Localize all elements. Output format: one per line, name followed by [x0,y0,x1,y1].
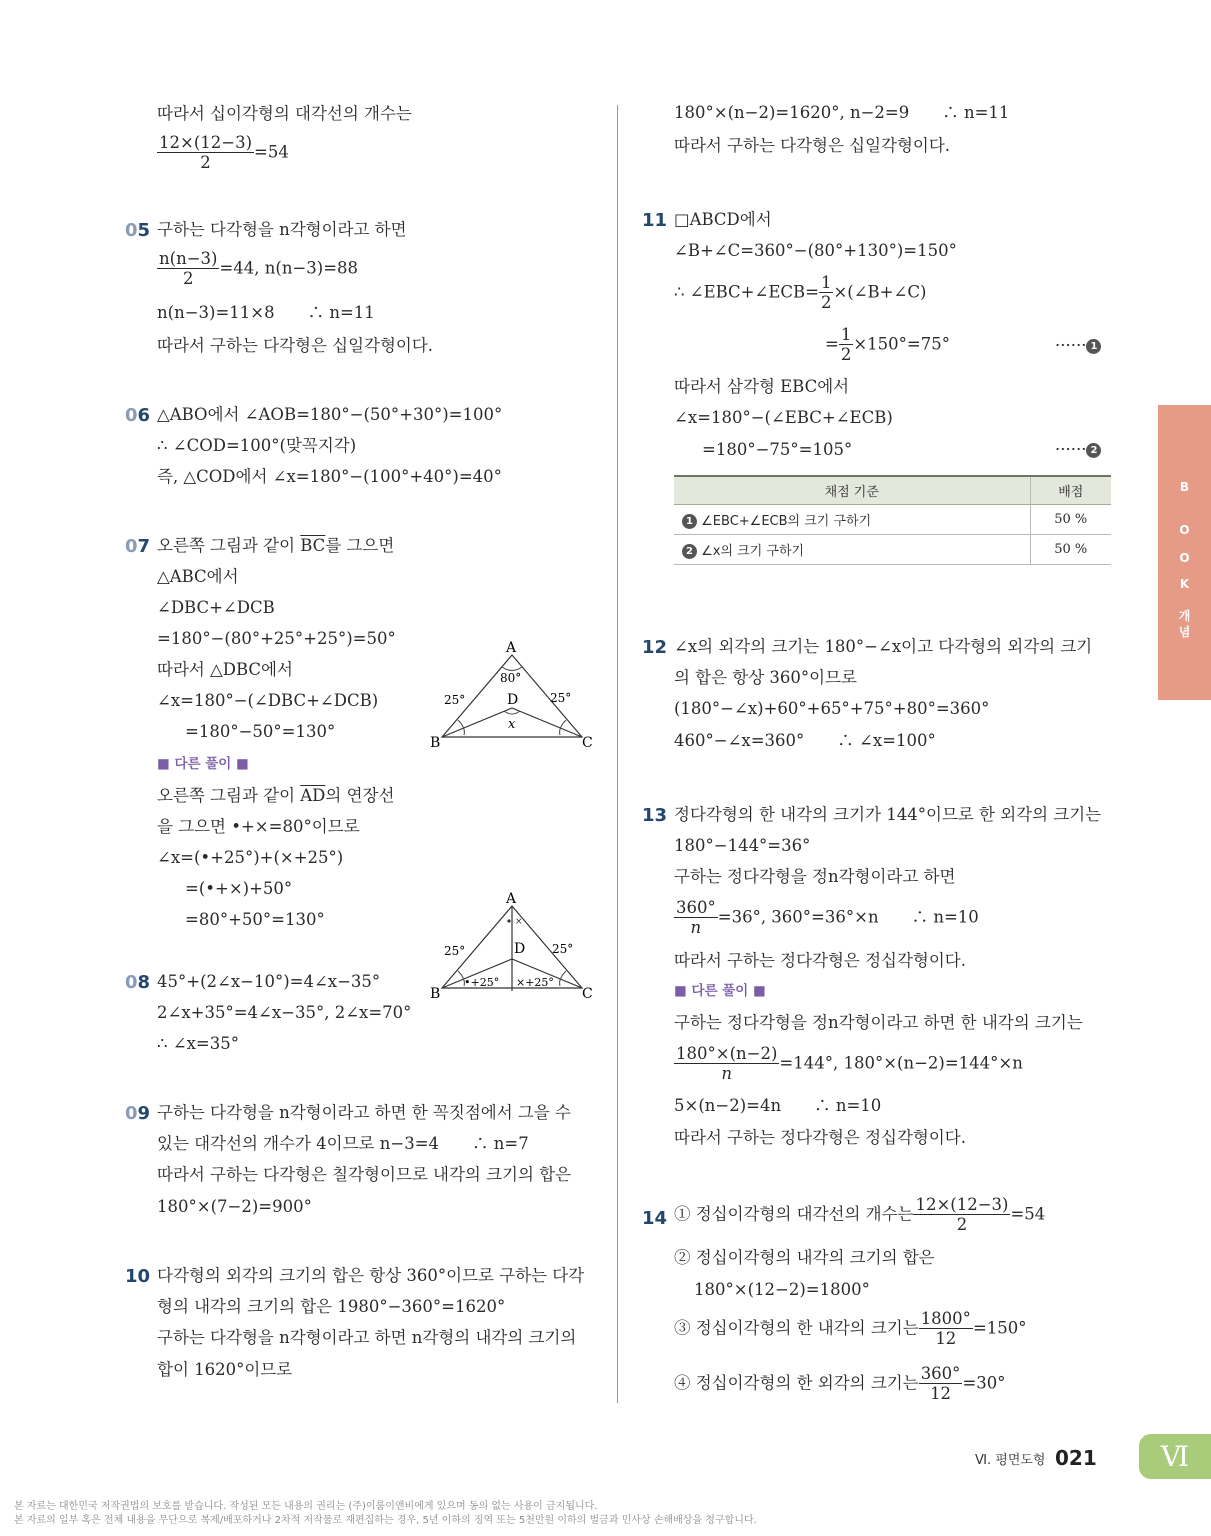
fraction-denominator: 2 [200,153,211,173]
text-line: 따라서 △DBC에서 [157,660,293,679]
angle-alt-right-label: ×+25° [516,976,554,989]
text-line: 있는 대각선의 개수가 4이므로 n−3=4 ∴ n=7 [157,1134,529,1153]
text-line: =(•+×)+50° [185,879,293,898]
problem-number: 07 [125,536,151,557]
text-line: 180°×(n−2)=1620°, n−2=9 ∴ n=11 [674,103,1010,122]
text-line: 구하는 정다각형을 정n각형이라고 하면 [674,867,956,886]
text-line: ∠x=(•+25°)+(×+25°) [157,848,344,867]
points-header: 배점 [1030,476,1111,504]
side-tab-letter: O [1179,551,1190,565]
text-line: 2∠x+35°=4∠x−35°, 2∠x=70° [157,1003,412,1022]
angle-c-label: 25° [552,942,574,956]
text-line: 구하는 정다각형을 정n각형이라고 하면 한 내각의 크기는 [674,1013,1083,1032]
text-line: 따라서 구하는 다각형은 칠각형이므로 내각의 크기의 합은 [157,1165,572,1184]
text-line: 180°×(7−2)=900° [157,1197,312,1216]
table-row: 1 ∠EBC+∠ECB의 크기 구하기 50 % [674,504,1111,534]
fraction-line [157,250,358,288]
text-line: 즉, △COD에서 ∠x=180°−(100°+40°)=40° [157,467,502,486]
triangle-figure-alt [430,891,595,1001]
text-line: ∠x=180°−(∠EBC+∠ECB) [674,408,893,427]
fraction-line: ④ 정십이각형의 한 외각의 크기는 $\frac{360^\circ}{12}$ =30° [674,1364,1006,1404]
text-line: 45°+(2∠x−10°)=4∠x−35° [157,972,381,991]
text-line: ∠x=180°−(∠DBC+∠DCB) [157,691,379,710]
text-line: 5×(n−2)=4n ∴ n=10 [674,1096,882,1115]
text-line: 180°−144°=36° [674,836,811,855]
problem-number: 10 [125,1266,151,1287]
vertex-c-label: C [582,986,593,1001]
chapter-tab: Ⅵ [1139,1434,1211,1479]
text-line: 의 합은 항상 360°이므로 [674,668,857,687]
text-line: ∠B+∠C=360°−(80°+130°)=150° [674,241,957,260]
criteria-header: 채점 기준 [674,476,1030,504]
problem-number: 14 [642,1208,668,1229]
page-number: 021 [1055,1446,1097,1470]
angle-alt-left-label: •+25° [464,976,500,989]
fraction-line: ① 정십이각형의 대각선의 개수는 $\frac{12\times(12-3)}{2}$ =54 [674,1195,1046,1235]
angle-a-label: 80° [500,671,522,685]
copyright-line-1: 본 자료는 대한민국 저작권법의 보호를 받습니다. 작성된 모든 내용의 권리는 (주)이룸이앤비에게 있으며 동의 없는 사용이 금지됩니다. [14,1501,598,1512]
side-tab-letter: B [1179,480,1190,494]
table-row: 2 ∠x의 크기 구하기 50 % [674,534,1111,564]
fraction-line: $\frac{180^\circ\times(n-2)}{n}$ =144°, 180°×(n−2)=144°×n [676,1044,1023,1084]
segment-bc: $\overline{BC}$ [300,536,326,555]
fraction: $\frac{180^\circ\times(n-2)}{n}$ [676,1044,778,1084]
fraction: $\frac{1}{2}$ [840,325,852,365]
text-line: =180°−(80°+25°+25°)=50° [157,629,396,648]
text-line: 따라서 구하는 다각형은 십일각형이다. [674,136,951,155]
angle-b-label: 25° [444,693,466,707]
marker-2: ······ 2 [1055,442,1101,459]
side-tab-letter: 념 [1178,625,1191,639]
chapter-label: Ⅵ. 평면도형 [975,1453,1046,1468]
fraction-line [157,134,289,172]
text-line: ② 정십이각형의 내각의 크기의 합은 [674,1248,935,1267]
problem-number: 09 [125,1103,151,1124]
text-line: 정다각형의 한 내각의 크기가 144°이므로 한 외각의 크기는 [674,805,1102,824]
text-line: 을 그으면 •+×=80°이므로 [157,817,360,836]
fraction: $\frac{360^\circ}{12}$ [920,1364,961,1404]
fraction: $\frac{1800^\circ}{12}$ [920,1309,971,1349]
text-line: 구하는 다각형을 n각형이라고 하면 n각형의 내각의 크기의 [157,1328,577,1347]
text-line: △ABO에서 ∠AOB=180°−(50°+30°)=100° [157,405,503,424]
vertex-b-label: B [430,986,441,1001]
problem-number: 05 [125,220,151,241]
fraction: $\frac{360^\circ}{n}$ [676,898,716,938]
vertex-a-label: A [506,640,517,656]
vertex-d-label: D [514,941,526,957]
text-line: ∠DBC+∠DCB [157,598,275,617]
fraction-numerator: 12×(12−3) [159,133,253,152]
text-line: 오른쪽 그림과 같이 $\overline{BC}$를 그으면 [157,536,395,555]
alt-solution-label: ■ 다른 풀이 ■ [157,756,249,772]
fraction-line: ③ 정십이각형의 한 내각의 크기는 $\frac{1800^\circ}{12}$ =150° [674,1309,1027,1349]
segment-ad: $\overline{AD}$ [300,786,326,805]
fraction-line: ∴ ∠EBC+∠ECB= $\frac{1}{2}$ ×(∠B+∠C) [674,273,927,313]
alt-solution-label: ■ 다른 풀이 ■ [674,983,766,999]
vertex-c-label: C [582,735,593,750]
marker-1: ······ 1 [1055,338,1101,355]
text-line: 따라서 구하는 정다각형은 정십각형이다. [674,1128,966,1147]
text-line: ∴ ∠x=35° [157,1034,239,1053]
fraction-tail: =54 [254,142,289,162]
fraction: $\frac{12\times(12-3)}{2}$ [915,1195,1009,1235]
fraction [157,250,219,288]
text-line: △ABC에서 [157,567,239,586]
column-divider [617,105,618,1403]
side-tab-letter: K [1179,577,1190,591]
problem-number: 11 [642,210,668,231]
angle-b-label: 25° [444,944,466,958]
text-line: 합이 1620°이므로 [157,1360,293,1379]
text-line: 180°×(12−2)=1800° [694,1280,870,1299]
text-line: ∴ ∠COD=100°(맞꼭지각) [157,436,357,455]
concept-book-side-tab [1158,405,1211,700]
vertex-b-label: B [430,735,441,750]
fraction-line: $\frac{360^\circ}{n}$ =36°, 360°=36°×n ∴ n=10 [676,898,979,938]
copyright-line-2: 본 자료의 일부 혹은 전체 내용을 무단으로 복제/배포하거나 2차적 저작물로 재편집하는 경우, 5년 이하의 징역 또는 5천만원 이하의 벌금과 민사상 손해배상을 청구합니다. [14,1515,757,1526]
text-line: 형의 내각의 크기의 합은 1980°−360°=1620° [157,1297,506,1316]
vertex-d-label: D [507,692,519,708]
text-line: =80°+50°=130° [185,910,325,929]
side-tab-letter: O [1179,523,1190,537]
vertex-a-label: A [506,891,517,907]
text-line: =180°−75°=105° [702,440,853,459]
text-line: 460°−∠x=360° ∴ ∠x=100° [674,731,936,750]
svg-text:×: × [515,917,523,927]
fraction-tail: =44, n(n−3)=88 [219,258,359,278]
text-line: □ABCD에서 [674,210,772,229]
text-line: 따라서 구하는 다각형은 십일각형이다. [157,336,434,355]
text-line: =180°−50°=130° [185,722,336,741]
text-line: 따라서 삼각형 EBC에서 [674,377,850,396]
fraction-numerator: n(n−3) [159,249,218,268]
text-line: 따라서 구하는 정다각형은 정십각형이다. [674,951,966,970]
side-tab-letter: 개 [1178,609,1191,623]
triangle-figure [430,640,595,750]
text-line: 구하는 다각형을 n각형이라고 하면 [157,220,407,239]
angle-c-label: 25° [550,691,572,705]
fraction: $\frac{1}{2}$ [820,273,832,313]
text-line: n(n−3)=11×8 ∴ n=11 [157,303,375,322]
problem-number: 12 [642,637,668,658]
fraction-line: = $\frac{1}{2}$ ×150°=75° [825,325,950,365]
fraction-denominator: 2 [182,269,194,289]
problem-number: 13 [642,805,668,826]
text-line: ∠x의 외각의 크기는 180°−∠x이고 다각형의 외각의 크기 [674,637,1093,656]
text-line: 따라서 십이각형의 대각선의 개수는 [157,104,412,123]
scoring-table [674,475,1111,565]
problem-number: 08 [125,972,151,993]
problem-number: 06 [125,405,151,426]
text-line: 오른쪽 그림과 같이 $\overline{AD}$의 연장선 [157,786,395,805]
fraction [157,134,254,172]
angle-x-label: x [508,717,516,732]
text-line: (180°−∠x)+60°+65°+75°+80°=360° [674,699,990,718]
text-line: 구하는 다각형을 n각형이라고 하면 한 꼭짓점에서 그을 수 [157,1103,571,1122]
text-line: 다각형의 외각의 크기의 합은 항상 360°이므로 구하는 다각 [157,1266,585,1285]
